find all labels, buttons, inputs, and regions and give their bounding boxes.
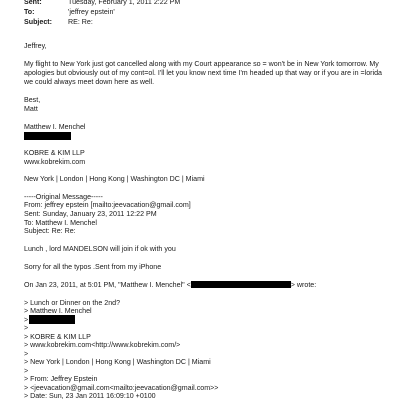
- redaction-box: [29, 315, 75, 324]
- original-sent: Sent: Sunday, January 23, 2011 12:22 PM: [24, 210, 157, 218]
- quoted-line: > New York | London | Hong Kong | Washington DC | Miami: [24, 358, 211, 366]
- subject-value: RE: Re:: [68, 18, 93, 26]
- signature-website: www.kobrekim.com: [24, 158, 86, 166]
- signature-offices: New York | London | Hong Kong | Washington DC | Miami: [24, 175, 205, 183]
- original-line-1: Lunch , lord MANDELSON will join if ok with you: [24, 245, 176, 253]
- signoff: Matt: [24, 105, 38, 113]
- signature-firm: KOBRE & KIM LLP: [24, 149, 85, 157]
- quoted-line: >: [24, 367, 29, 375]
- original-message-divider: -----Original Message-----: [24, 193, 103, 201]
- wrote-line: [24, 281, 316, 290]
- to-value: 'jeffrey epstein': [68, 8, 115, 16]
- quoted-line: > From: Jeffrey Epstein: [24, 375, 98, 383]
- original-line-2: Sorry for all the typos .Sent from my iPhone: [24, 263, 162, 271]
- quoted-line: > Date: Sun, 23 Jan 2011 16:09:10 +0100: [24, 392, 156, 400]
- sent-label: Sent:: [24, 0, 42, 6]
- to-label: To:: [24, 8, 35, 16]
- original-subject: Subject: Re: Re:: [24, 227, 76, 235]
- original-to: To: Matthew I. Menchel: [24, 219, 97, 227]
- signature-name: Matthew I. Menchel: [24, 123, 86, 131]
- wrote-suffix: > wrote:: [290, 281, 317, 289]
- quoted-line: >: [24, 350, 29, 358]
- sent-value: Tuesday, February 1, 2011 2:22 PM: [68, 0, 181, 6]
- greeting: Jeffrey,: [24, 42, 47, 50]
- quoted-line: > www.kobrekim.com<http://www.kobrekim.com/>: [24, 341, 181, 349]
- quoted-line: > <jeevacation@gmail.com<mailto:jeevacation@gmail.com>>: [24, 384, 219, 392]
- quoted-line: > KOBRE & KIM LLP: [24, 333, 91, 341]
- quoted-line: >: [24, 324, 29, 332]
- quoted-line: >: [24, 316, 29, 324]
- redaction-box: [24, 132, 71, 140]
- closing: Best,: [24, 96, 41, 104]
- subject-label: Subject:: [24, 18, 52, 26]
- quoted-line: > Matthew I. Menchel: [24, 307, 92, 315]
- message-paragraph: My flight to New York just got cancelled along with my Court appearance so = won't be in New York tomorrow. My apologies but obviously out of my cont=ol. I'll let you know next time I'm headed up that way or if you are in =lorida we could always meet down here as well.: [24, 60, 382, 86]
- quoted-line: > Lunch or Dinner on the 2nd?: [24, 299, 121, 307]
- original-from: From: jeffrey epstein [mailto:jeevacation@gmail.com]: [24, 201, 191, 209]
- redaction-box: [191, 281, 291, 288]
- wrote-prefix: On Jan 23, 2011, at 5:01 PM, "Matthew I. Menchel" <: [24, 281, 191, 289]
